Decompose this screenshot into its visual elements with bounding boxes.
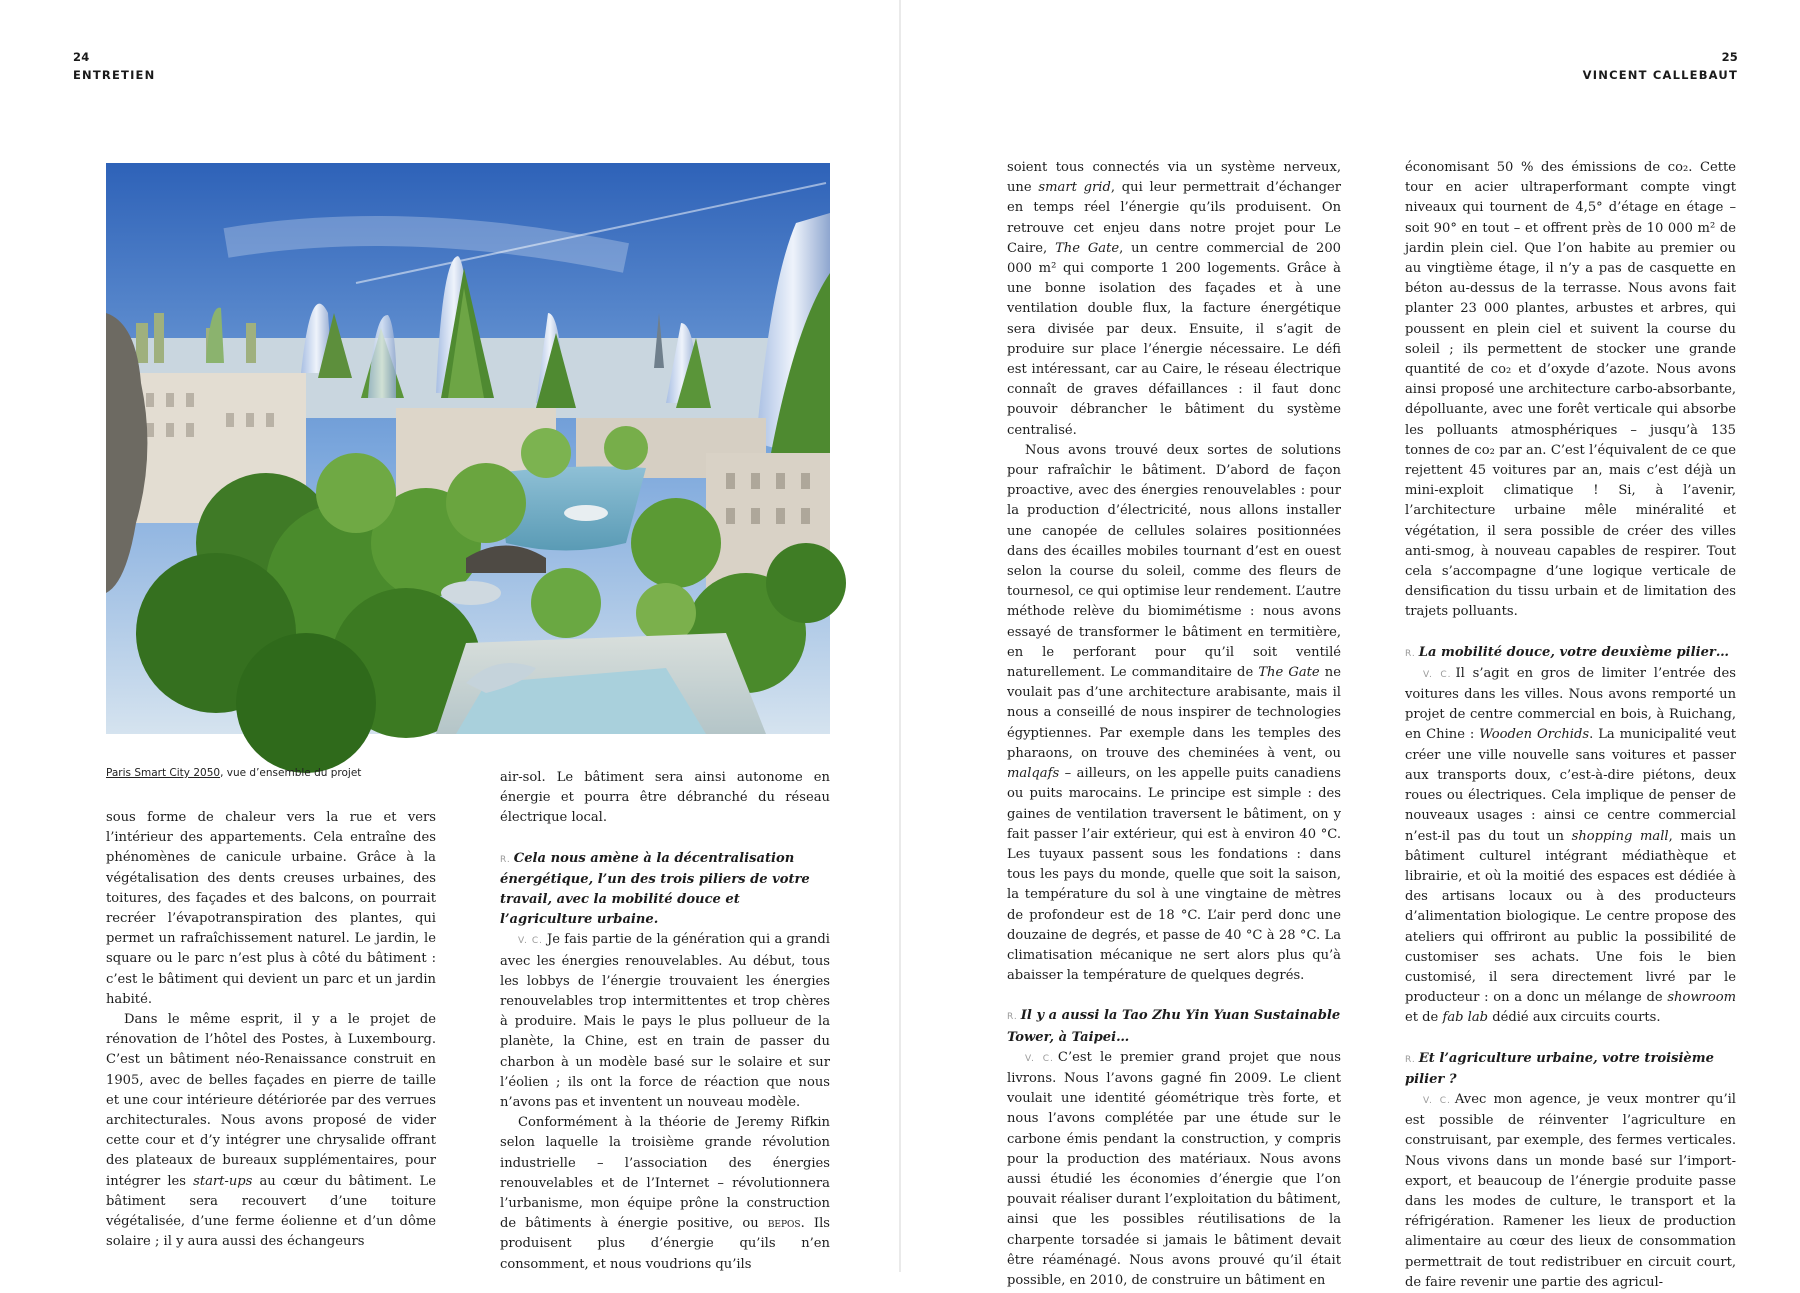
paragraph: air-sol. Le bâtiment sera ainsi autonome en énergie et pourra être débranché du réseau électrique local. bbox=[500, 770, 830, 826]
page-gutter bbox=[899, 0, 901, 1272]
answer-marker: V. C. bbox=[518, 936, 543, 947]
caption-title: Paris Smart City 2050 bbox=[106, 767, 221, 779]
paragraph: Conformément à la théorie de Jeremy Rifkin selon laquelle la troisième grande révolution industrielle – l’association des énergies renouvelables et de l’Internet – révolutionnera l’urbanisme, mon équipe prône la construction de bâtiments à énergie positive, ou bepos. Ils produisent plus d’énergie qu’ils n’en consomment, et nous voudrions qu’ils bbox=[500, 1115, 830, 1272]
right-page-number: 25 bbox=[1721, 50, 1738, 64]
text-column-3 bbox=[1007, 158, 1341, 1291]
paragraph: soient tous connectés via un système nerveux, une smart grid, qui leur permettrait d’échanger en temps réel l’énergie qu’ils produisent. On retrouve cet enjeu dans notre projet pour Le Caire, The Gate, un centre commercial de 200 000 m² qui comporte 1 200 logements. Grâce à une bonne isolation des façades et à une ventilation double flux, la facture énergétique sera divisée par deux. Ensuite, il s’agit de produire sur place l’énergie nécessaire. Le défi est intéressant, car au Caire, le réseau électrique connaît de graves défaillances : il faut donc pouvoir débrancher le bâtiment du système centralisé. bbox=[1007, 160, 1341, 438]
question-marker: R. bbox=[500, 854, 511, 865]
text-column-1 bbox=[106, 808, 436, 1252]
paragraph: Nous avons trouvé deux sortes de solutions pour rafraîchir le bâtiment. D’abord de façon proactive, avec des énergies renouvelables : pour la production d’électricité, nous allons installer une canopée de cellules solaires positionnées dans des écailles mobiles tournant d’est en ouest selon la course du soleil, comme des fleurs de tournesol, ce qui optimise leur rendement. L’autre méthode relève du biomimétisme : nous avons essayé de transformer le bâtiment en termitière, en le perforant pour qu’il soit ventilé naturellement. Le commanditaire de The Gate ne voulait pas d’une architecture arabisante, mais il nous a conseillé de nous inspirer de technologies égyptiennes. Par exemple dans les temples des pharaons, on trouve des cheminées à vent, ou malqafs – ailleurs, on les appelle puits canadiens ou puits marocains. Le principe est simple : des gaines de ventilation traversent le bâtiment, on y fait passer l’air extérieur, qui est à environ 40 °C. Les tuyaux passent sous les fondations : dans tous les pays du monde, quelle que soit la saison, la température du sol à une vingtaine de mètres de profondeur est de 18 °C. L’air perd donc une douzaine de degrés, et passe de 40 °C à 28 °C. La climatisation mécanique ne sert alors plus qu’à abaisser la température de quelques degrés. bbox=[1007, 442, 1341, 984]
paragraph: sous forme de chaleur vers la rue et vers l’intérieur des appartements. Cela entraîne des phénomènes de canicule urbaine. Grâce à la végétalisation des dents creuses urbaines, des toitures, des façades et des balcons, on pourrait recréer l’évapotranspiration des plantes, qui permet un rafraîchissement naturel. Le jardin, le square ou le parc n’est plus à côté du bâtiment : c’est le bâtiment qui devient un parc et un jardin habité. bbox=[106, 810, 436, 1007]
interview-answer: V. C. Il s’agit en gros de limiter l’entrée des voitures dans les villes. Nous avons remporté un projet de centre commercial en bois, à Ruichang, en Chine : Wooden Orchids. La municipalité veut créer une ville nouvelle sans voitures et passer aux transports doux, c’est-à-dire piétons, deux roues ou électriques. Cela implique de penser de nouveaux usages : ainsi ce centre commercial n’est-il pas du tout un shopping mall, mais un bâtiment culturel intégrant médiathèque et librairie, et où la moitié des espaces est dédiée à des artisans locaux ou à des producteurs d’alimentation biologique. Le centre propose des ateliers qui offriront au public la possibilité de customiser ses achats. Une fois le bien customisé, il sera directement livré par le producteur : on a donc un mélange de showroom et de fab lab dédié aux circuits courts. bbox=[1405, 665, 1737, 1026]
paragraph: Dans le même esprit, il y a le projet de rénovation de l’hôtel des Postes, à Luxembourg. C’est un bâtiment néo-Renaissance construit en 1905, avec de belles façades en pierre de taille et une cour intérieure détériorée par des verrues architecturales. Nous avons proposé de vider cette cour et d’y intégrer une chrysalide offrant des plateaux de bureaux supplémentaires, pour intégrer les start-ups au cœur du bâtiment. Le bâtiment sera recouvert d’une toiture végétalisée, d’une ferme éolienne et d’un dôme solaire ; il y aura aussi des échangeurs bbox=[106, 1012, 436, 1250]
caption-text: , vue d’ensemble du projet bbox=[220, 767, 362, 779]
city-rendering-image bbox=[106, 163, 830, 734]
text-column-4 bbox=[1405, 158, 1736, 1293]
left-section-title: ENTRETIEN bbox=[73, 68, 156, 82]
question-marker: R. bbox=[1405, 648, 1416, 659]
interview-answer: V. C. Je fais partie de la génération qui a grandi avec les énergies renouvelables. Au début, tous les lobbys de l’énergie trouvaient les énergies renouvelables trop intermittentes et trop chères à produire. Mais le pays le plus pollueur de la planète, la Chine, est en train de passer du charbon à un modèle basé sur le solaire et sur l’éolien ; ils ont la force de réaction que nous n’avons pas et inventent un nouveau modèle. bbox=[500, 932, 830, 1111]
interview-question: R. Il y a aussi la Tao Zhu Yin Yuan Sustainable Tower, à Taipei… bbox=[1007, 1008, 1341, 1045]
paragraph: économisant 50 % des émissions de co₂. Cette tour en acier ultraperformant compte vingt niveaux qui tournent de 4,5° d’étage en étage – soit 90° en tout – et offrent près de 10 000 m² de jardin plein ciel. Que l’on habite au premier ou au vingtième étage, il n’y a pas de casquette en béton au-dessus de la terrasse. Nous avons fait planter 23 000 plantes, arbustes et arbres, qui poussent en plein ciel et suivent la course du soleil ; ils permettent de stocker une grande quantité de co₂ et d’oxyde d’azote. Nous avons ainsi proposé une architecture carbo-absorbante, dépolluante, avec une forêt verticale qui absorbe les polluants atmosphériques – jusqu’à 135 tonnes de co₂ par an. C’est l’équivalent de ce que rejettent 45 voitures par an, mais c’est déjà un mini-exploit climatique ! Si, à l’avenir, l’architecture urbaine mêle minéralité et végétation, il sera possible de créer des villes anti-smog, à nouveau capables de respirer. Tout cela s’accompagne d’une logique verticale de densification du tissu urbain et de limitation des trajets polluants. bbox=[1405, 160, 1736, 620]
answer-marker: V. C. bbox=[1423, 669, 1452, 680]
answer-marker: V. C. bbox=[1025, 1053, 1054, 1064]
interview-question: R. Cela nous amène à la décentralisation énergétique, l’un des trois piliers de votre travail, avec la mobilité douce et l’agriculture urbaine. bbox=[500, 850, 810, 928]
interview-answer: V. C. C’est le premier grand projet que nous livrons. Nous l’avons gagné fin 2009. Le client voulait une identité géométrique très forte, et nous l’avons complétée par une étude sur le carbone émis pendant la construction, y compris pour la production des matériaux. Nous avons aussi étudié les économies d’énergie que l’on pouvait réaliser durant l’exploitation du bâtiment, ainsi que les possibles réutilisations de la charpente torsadée si jamais le bâtiment devait être réaménagé. Nous avons prouvé qu’il était possible, en 2010, de construire un bâtiment en bbox=[1007, 1049, 1341, 1288]
answer-marker: V. C. bbox=[1423, 1095, 1451, 1106]
text-column-2 bbox=[500, 768, 830, 1275]
interview-answer: V. C. Avec mon agence, je veux montrer qu’il est possible de réinventer l’agriculture en construisant, par exemple, des fermes verticales. Nous vivons dans un monde basé sur l’import-export, et beaucoup de l’énergie produite passe dans les modes de culture, le transport et la réfrigération. Ramener les lieux de production alimentaire au cœur des lieux de consommation permettrait de tout redistribuer en circuit court, de faire revenir une partie des agricul- bbox=[1405, 1091, 1736, 1290]
question-marker: R. bbox=[1007, 1012, 1018, 1023]
question-marker: R. bbox=[1405, 1054, 1416, 1065]
interview-question: R. La mobilité douce, votre deuxième pilier… bbox=[1405, 644, 1729, 660]
right-section-title: VINCENT CALLEBAUT bbox=[1582, 68, 1738, 82]
right-page-header bbox=[1583, 48, 1738, 84]
interview-question: R. Et l’agriculture urbaine, votre troisième pilier ? bbox=[1405, 1050, 1714, 1087]
left-page-header bbox=[73, 48, 155, 84]
left-page-number: 24 bbox=[73, 50, 90, 64]
image-caption bbox=[106, 766, 466, 780]
